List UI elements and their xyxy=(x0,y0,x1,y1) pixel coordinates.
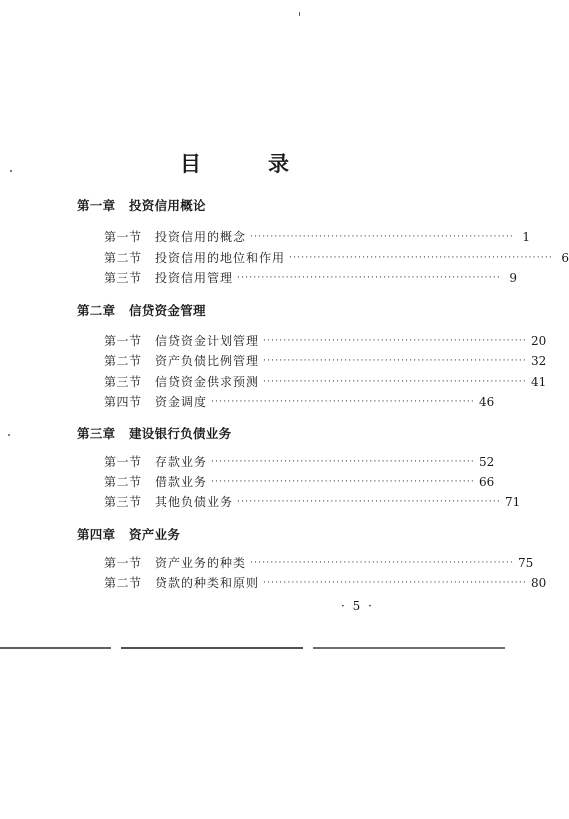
toc-entry xyxy=(104,555,534,571)
section-title: 贷款的种类和原则 xyxy=(155,576,260,590)
section-number: 第二节 xyxy=(104,475,142,489)
dot-leader: ································································· xyxy=(289,253,553,263)
dot-leader: ································································· xyxy=(263,578,527,588)
section-number: 第一节 xyxy=(104,334,142,348)
dot-leader: ································································· xyxy=(263,377,527,387)
section-number: 第一节 xyxy=(104,455,142,469)
section-title: 投资信用管理 xyxy=(155,271,234,285)
dot-leader: ································································· xyxy=(263,356,527,366)
page-ref: 20 xyxy=(530,334,547,348)
page-ref: 32 xyxy=(530,354,547,368)
section-title: 存款业务 xyxy=(155,455,208,469)
chapter-heading xyxy=(77,196,206,214)
section-number: 第一节 xyxy=(104,556,142,570)
toc-title-char-2: 录 xyxy=(268,152,289,176)
chapter-heading xyxy=(77,424,231,442)
section-number: 第三节 xyxy=(104,375,142,389)
toc-entry xyxy=(104,229,530,245)
page-ref: 46 xyxy=(478,395,495,409)
dot-leader: ································································· xyxy=(237,273,501,283)
dot-leader: ································································· xyxy=(211,397,475,407)
chapter-number: 第三章 xyxy=(77,426,116,441)
page-ref: 75 xyxy=(517,556,534,570)
chapter-heading xyxy=(77,301,206,319)
chapter-title: 信贷资金管理 xyxy=(129,303,206,318)
dot-leader: ································································· xyxy=(211,457,475,467)
section-title: 借款业务 xyxy=(155,475,208,489)
toc-entry xyxy=(104,454,495,470)
dot-leader: ································································· xyxy=(263,336,527,346)
toc-entry xyxy=(104,250,569,266)
section-number: 第二节 xyxy=(104,354,142,368)
toc-entry xyxy=(104,353,547,369)
section-number: 第三节 xyxy=(104,495,142,509)
section-title: 投资信用的地位和作用 xyxy=(155,251,286,265)
section-number: 第二节 xyxy=(104,251,142,265)
section-title: 资产业务的种类 xyxy=(155,556,247,570)
section-number: 第四节 xyxy=(104,395,142,409)
section-title: 资产负债比例管理 xyxy=(155,354,260,368)
page-ref: 6 xyxy=(561,251,569,265)
section-title: 投资信用的概念 xyxy=(155,230,247,244)
toc-title-char-1: 目 xyxy=(180,152,201,176)
chapter-title: 投资信用概论 xyxy=(129,198,206,213)
toc-entry xyxy=(104,575,547,591)
section-number: 第一节 xyxy=(104,230,142,244)
chapter-heading xyxy=(77,525,180,543)
toc-entry xyxy=(104,394,495,410)
page-ref: 71 xyxy=(504,495,521,509)
scan-edge-line xyxy=(0,647,505,649)
section-title: 资金调度 xyxy=(155,395,208,409)
section-number: 第三节 xyxy=(104,271,142,285)
section-title: 信贷资金计划管理 xyxy=(155,334,260,348)
chapter-number: 第四章 xyxy=(77,527,116,542)
section-number: 第二节 xyxy=(104,576,142,590)
chapter-number: 第一章 xyxy=(77,198,116,213)
toc-entry xyxy=(104,270,517,286)
scan-speck xyxy=(8,434,10,436)
scan-speck xyxy=(10,170,12,172)
toc-entry xyxy=(104,333,547,349)
page-ref: 80 xyxy=(530,576,547,590)
chapter-title: 建设银行负债业务 xyxy=(129,426,232,441)
page-ref: 52 xyxy=(478,455,495,469)
page-number: · 5 · xyxy=(341,599,374,613)
dot-leader: ································································· xyxy=(250,558,514,568)
section-title: 其他负债业务 xyxy=(155,495,234,509)
page-ref: 9 xyxy=(509,271,517,285)
scan-speck xyxy=(299,12,300,16)
toc-entry xyxy=(104,494,521,510)
section-title: 信贷资金供求预测 xyxy=(155,375,260,389)
chapter-number: 第二章 xyxy=(77,303,116,318)
dot-leader: ································································· xyxy=(250,232,514,242)
page-ref: 41 xyxy=(530,375,547,389)
dot-leader: ································································· xyxy=(237,497,501,507)
chapter-title: 资产业务 xyxy=(129,527,181,542)
page-ref: 1 xyxy=(522,230,530,244)
toc-entry xyxy=(104,374,547,390)
page-ref: 66 xyxy=(478,475,495,489)
toc-entry xyxy=(104,474,495,490)
dot-leader: ································································· xyxy=(211,477,475,487)
